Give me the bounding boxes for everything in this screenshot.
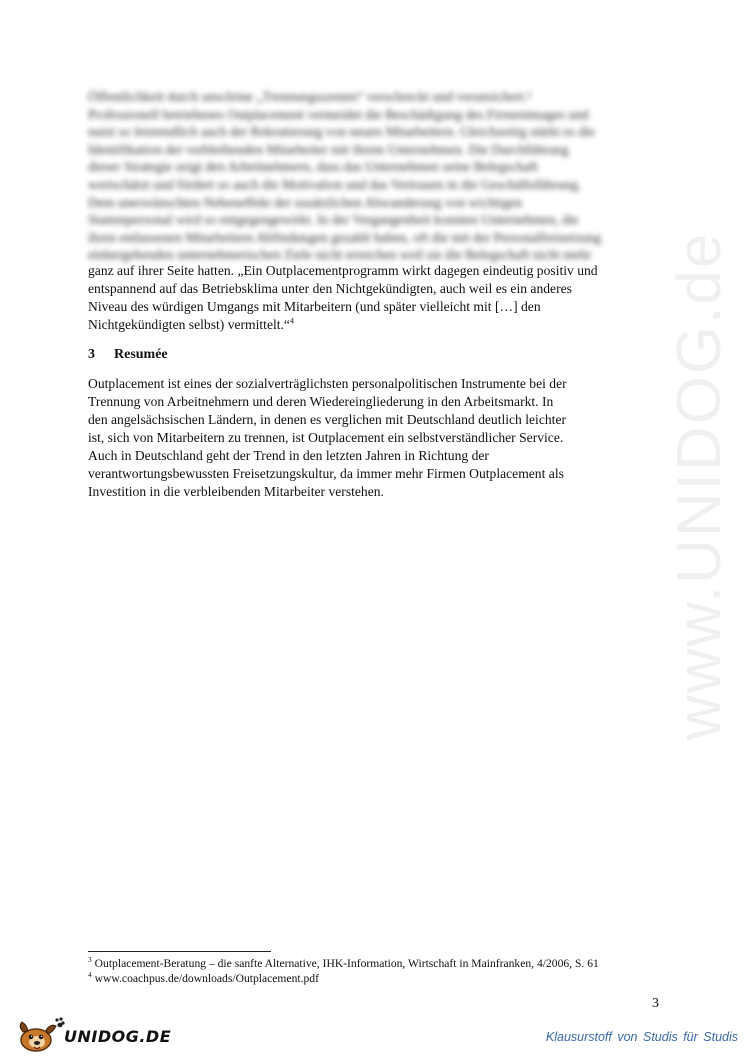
page-number: 3: [652, 996, 659, 1011]
resumee-paragraph: [88, 375, 688, 501]
blurred-paragraph: [88, 88, 662, 264]
paragraph-line: Investition in die verbleibenden Mitarbeiter verstehen.: [88, 484, 384, 499]
blurred-line: dieser Strategie zeigt den Arbeitnehmern, dass das Unternehmen seine Belegschaft: [88, 159, 538, 175]
footnote-separator: [88, 951, 271, 952]
paragraph-line: ist, sich von Mitarbeitern zu trennen, ist Outplacement ein selbstverständlicher Service.: [88, 430, 564, 445]
blurred-line: ihren entlassenen Mitarbeitern Abfindungen gezahlt haben, oft die mit der Personalfreisetzung: [88, 229, 601, 245]
section-heading: [88, 347, 168, 363]
footnote-number: 3: [88, 955, 92, 965]
section-number: 3: [88, 347, 95, 362]
footnote-text: Outplacement-Beratung – die sanfte Alternative, IHK-Information, Wirtschaft in Mainfranken, 4/2006, S. 61: [94, 957, 599, 970]
blurred-line: Öffentlichkeit durch unschöne „Trennungsszenen“ verschreckt und verunsichert.³: [88, 89, 532, 104]
footnote: [88, 971, 599, 986]
footnote: [88, 956, 599, 971]
paragraph-line: verantwortungsbewussten Freisetzungskultur, da immer mehr Firmen Outplacement als: [88, 466, 564, 481]
footer-tagline: Klausurstoff von Studis für Studis: [545, 1030, 738, 1044]
body-paragraph: [88, 262, 662, 334]
paragraph-line-last: [88, 316, 662, 334]
blurred-line: Dem unerwünschten Nebeneffekt der zusätzlichen Abwanderung von wichtigen: [88, 194, 523, 210]
paragraph-line: Niveau des würdigen Umgangs mit Mitarbeitern (und später vielleicht mit […] den: [88, 299, 541, 314]
section-title: Resumée: [114, 347, 168, 362]
blurred-line: Professionell betriebenes Outplacement vermeidet die Beschädigung des Firmenimages und: [88, 106, 589, 122]
paragraph-line: den angelsächsischen Ländern, in denen es verglichen mit Deutschland deutlich leichter: [88, 412, 567, 427]
paragraph-line: Trennung von Arbeitnehmern und deren Wiedereingliederung in den Arbeitsmarkt. In: [88, 394, 554, 409]
logo-text: UNIDOG.DE: [64, 1027, 172, 1046]
footnotes: [88, 956, 599, 986]
paragraph-line: Outplacement ist eines der sozialverträglichsten personalpolitischen Instrumente bei der: [88, 376, 567, 391]
blurred-line: Stammpersonal wird so entgegengewirkt. In der Vergangenheit konnten Unternehmen, die: [88, 212, 579, 228]
paragraph-line: ganz auf ihrer Seite hatten. „Ein Outplacementprogramm wirkt dagegen eindeutig positiv und: [88, 263, 598, 278]
paragraph-line: entspannend auf das Betriebsklima unter den Nichtgekündigten, auch weil es ein anderes: [88, 281, 572, 296]
dog-mascot-icon: [10, 1014, 66, 1054]
blurred-line: einhergehenden unternehmerischen Ziele nicht erreichen weil sie die Belegschaft nicht mehr: [88, 247, 592, 263]
unidog-logo[interactable]: [10, 1014, 180, 1052]
watermark-text: www.UNIDOG.de: [665, 231, 734, 740]
footnote-reference: 4: [289, 316, 294, 326]
footnote-number: 4: [88, 970, 92, 980]
paragraph-line: Auch in Deutschland geht der Trend in den letzten Jahren in Richtung der: [88, 448, 489, 463]
paragraph-line-text: Nichtgekündigten selbst) vermittelt.“: [88, 317, 290, 332]
blurred-line: Identifikation der verbleibenden Mitarbeiter mit ihrem Unternehmen. Die Durchführung: [88, 141, 569, 157]
footnote-link[interactable]: www.coachpus.de/downloads/Outplacement.pdf: [94, 972, 319, 985]
blurred-line: nutzt so letztendlich auch der Rekrutierung von neuen Mitarbeitern. Gleichzeitig stärkt es die: [88, 124, 595, 140]
blurred-line: wertschätzt und fördert so auch die Motivation und das Vertrauen in die Geschäftsführung.: [88, 176, 582, 192]
